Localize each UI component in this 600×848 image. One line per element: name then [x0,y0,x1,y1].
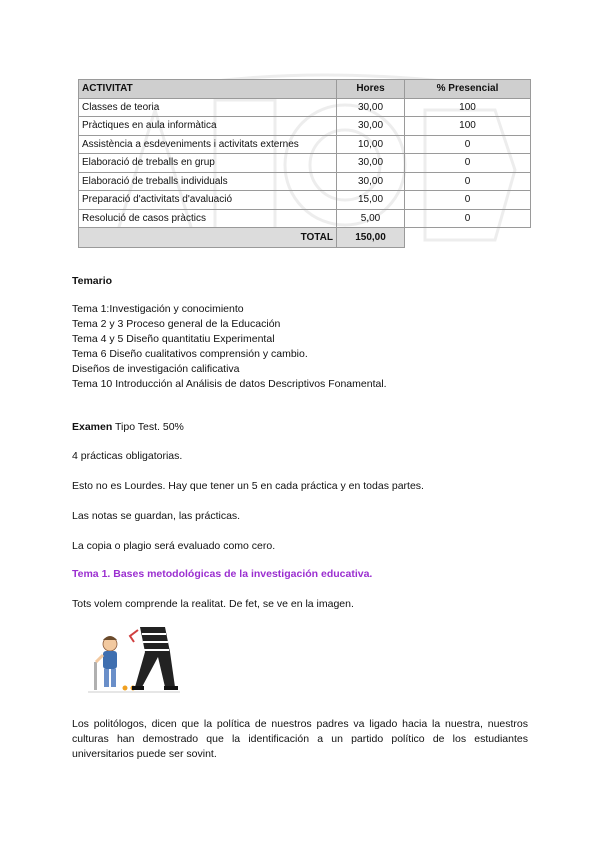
cell-presencial: 100 [405,98,531,117]
intro-text: Tots volem comprende la realitat. De fet, se ve en la imagen. [72,598,354,610]
note-practicas: 4 prácticas obligatorias. [72,450,183,462]
table-row [79,98,531,117]
cell-activitat: Pràctiques en aula informàtica [79,117,337,136]
list-item: Tema 10 Introducción al Análisis de datos Descriptivos Fonamental. [72,378,387,390]
cell-presencial: 0 [405,209,531,228]
exam-line [72,420,184,435]
note-plagio: La copia o plagio será evaluado como cero. [72,540,276,552]
table-header-row [79,80,531,99]
header-activitat: ACTIVITAT [79,80,337,99]
table-row [79,154,531,173]
cell-hores: 30,00 [337,117,405,136]
cell-presencial: 0 [405,172,531,191]
table-row [79,135,531,154]
activity-hours-table [78,79,531,248]
section-heading: Tema 1. Bases metodológicas de la investigación educativa. [72,568,373,580]
list-item: Tema 1:Investigación y conocimiento [72,303,244,315]
total-value: 150,00 [337,228,405,248]
cell-hores: 30,00 [337,98,405,117]
cell-activitat: Resolució de casos pràctics [79,209,337,228]
table-row [79,172,531,191]
exam-text: Tipo Test. 50% [112,421,184,433]
cell-hores: 15,00 [337,191,405,210]
total-empty-cell [405,228,531,248]
list-item: Tema 4 y 5 Diseño quantitatiu Experimental [72,333,275,345]
temario-heading: Temario [72,275,113,287]
temario-list [72,302,387,392]
table-row [79,117,531,136]
note-lourdes: Esto no es Lourdes. Hay que tener un 5 en cada práctica y en todas partes. [72,480,424,492]
cartoon-illustration [80,622,185,702]
list-item: Tema 6 Diseño cualitativos comprensión y cambio. [72,348,308,360]
table-row [79,191,531,210]
cell-hores: 10,00 [337,135,405,154]
cell-activitat: Elaboració de treballs en grup [79,154,337,173]
cell-hores: 30,00 [337,172,405,191]
total-label: TOTAL [79,228,337,248]
header-presencial: % Presencial [405,80,531,99]
exam-label: Examen [72,421,113,433]
cell-hores: 30,00 [337,154,405,173]
cell-activitat: Assistència a esdeveniments i activitats externes [79,135,337,154]
cell-activitat: Classes de teoria [79,98,337,117]
cell-presencial: 0 [405,154,531,173]
cell-presencial: 100 [405,117,531,136]
list-item: Diseños de investigación calificativa [72,363,240,375]
cell-hores: 5,00 [337,209,405,228]
list-item: Tema 2 y 3 Proceso general de la Educación [72,318,281,330]
table-total-row [79,228,531,248]
cell-activitat: Preparació d'activitats d'avaluació [79,191,337,210]
header-hores: Hores [337,80,405,99]
cell-presencial: 0 [405,191,531,210]
table-row [79,209,531,228]
closing-paragraph: Los politólogos, dicen que la política de nuestros padres va ligado hacia la nuestra, nuestros culturas han demostrado que la identificación a un partido político de los estudiantes universitarios puede ser sovint. [72,718,528,760]
cell-presencial: 0 [405,135,531,154]
cell-activitat: Elaboració de treballs individuals [79,172,337,191]
note-notas: Las notas se guardan, las prácticas. [72,510,241,522]
